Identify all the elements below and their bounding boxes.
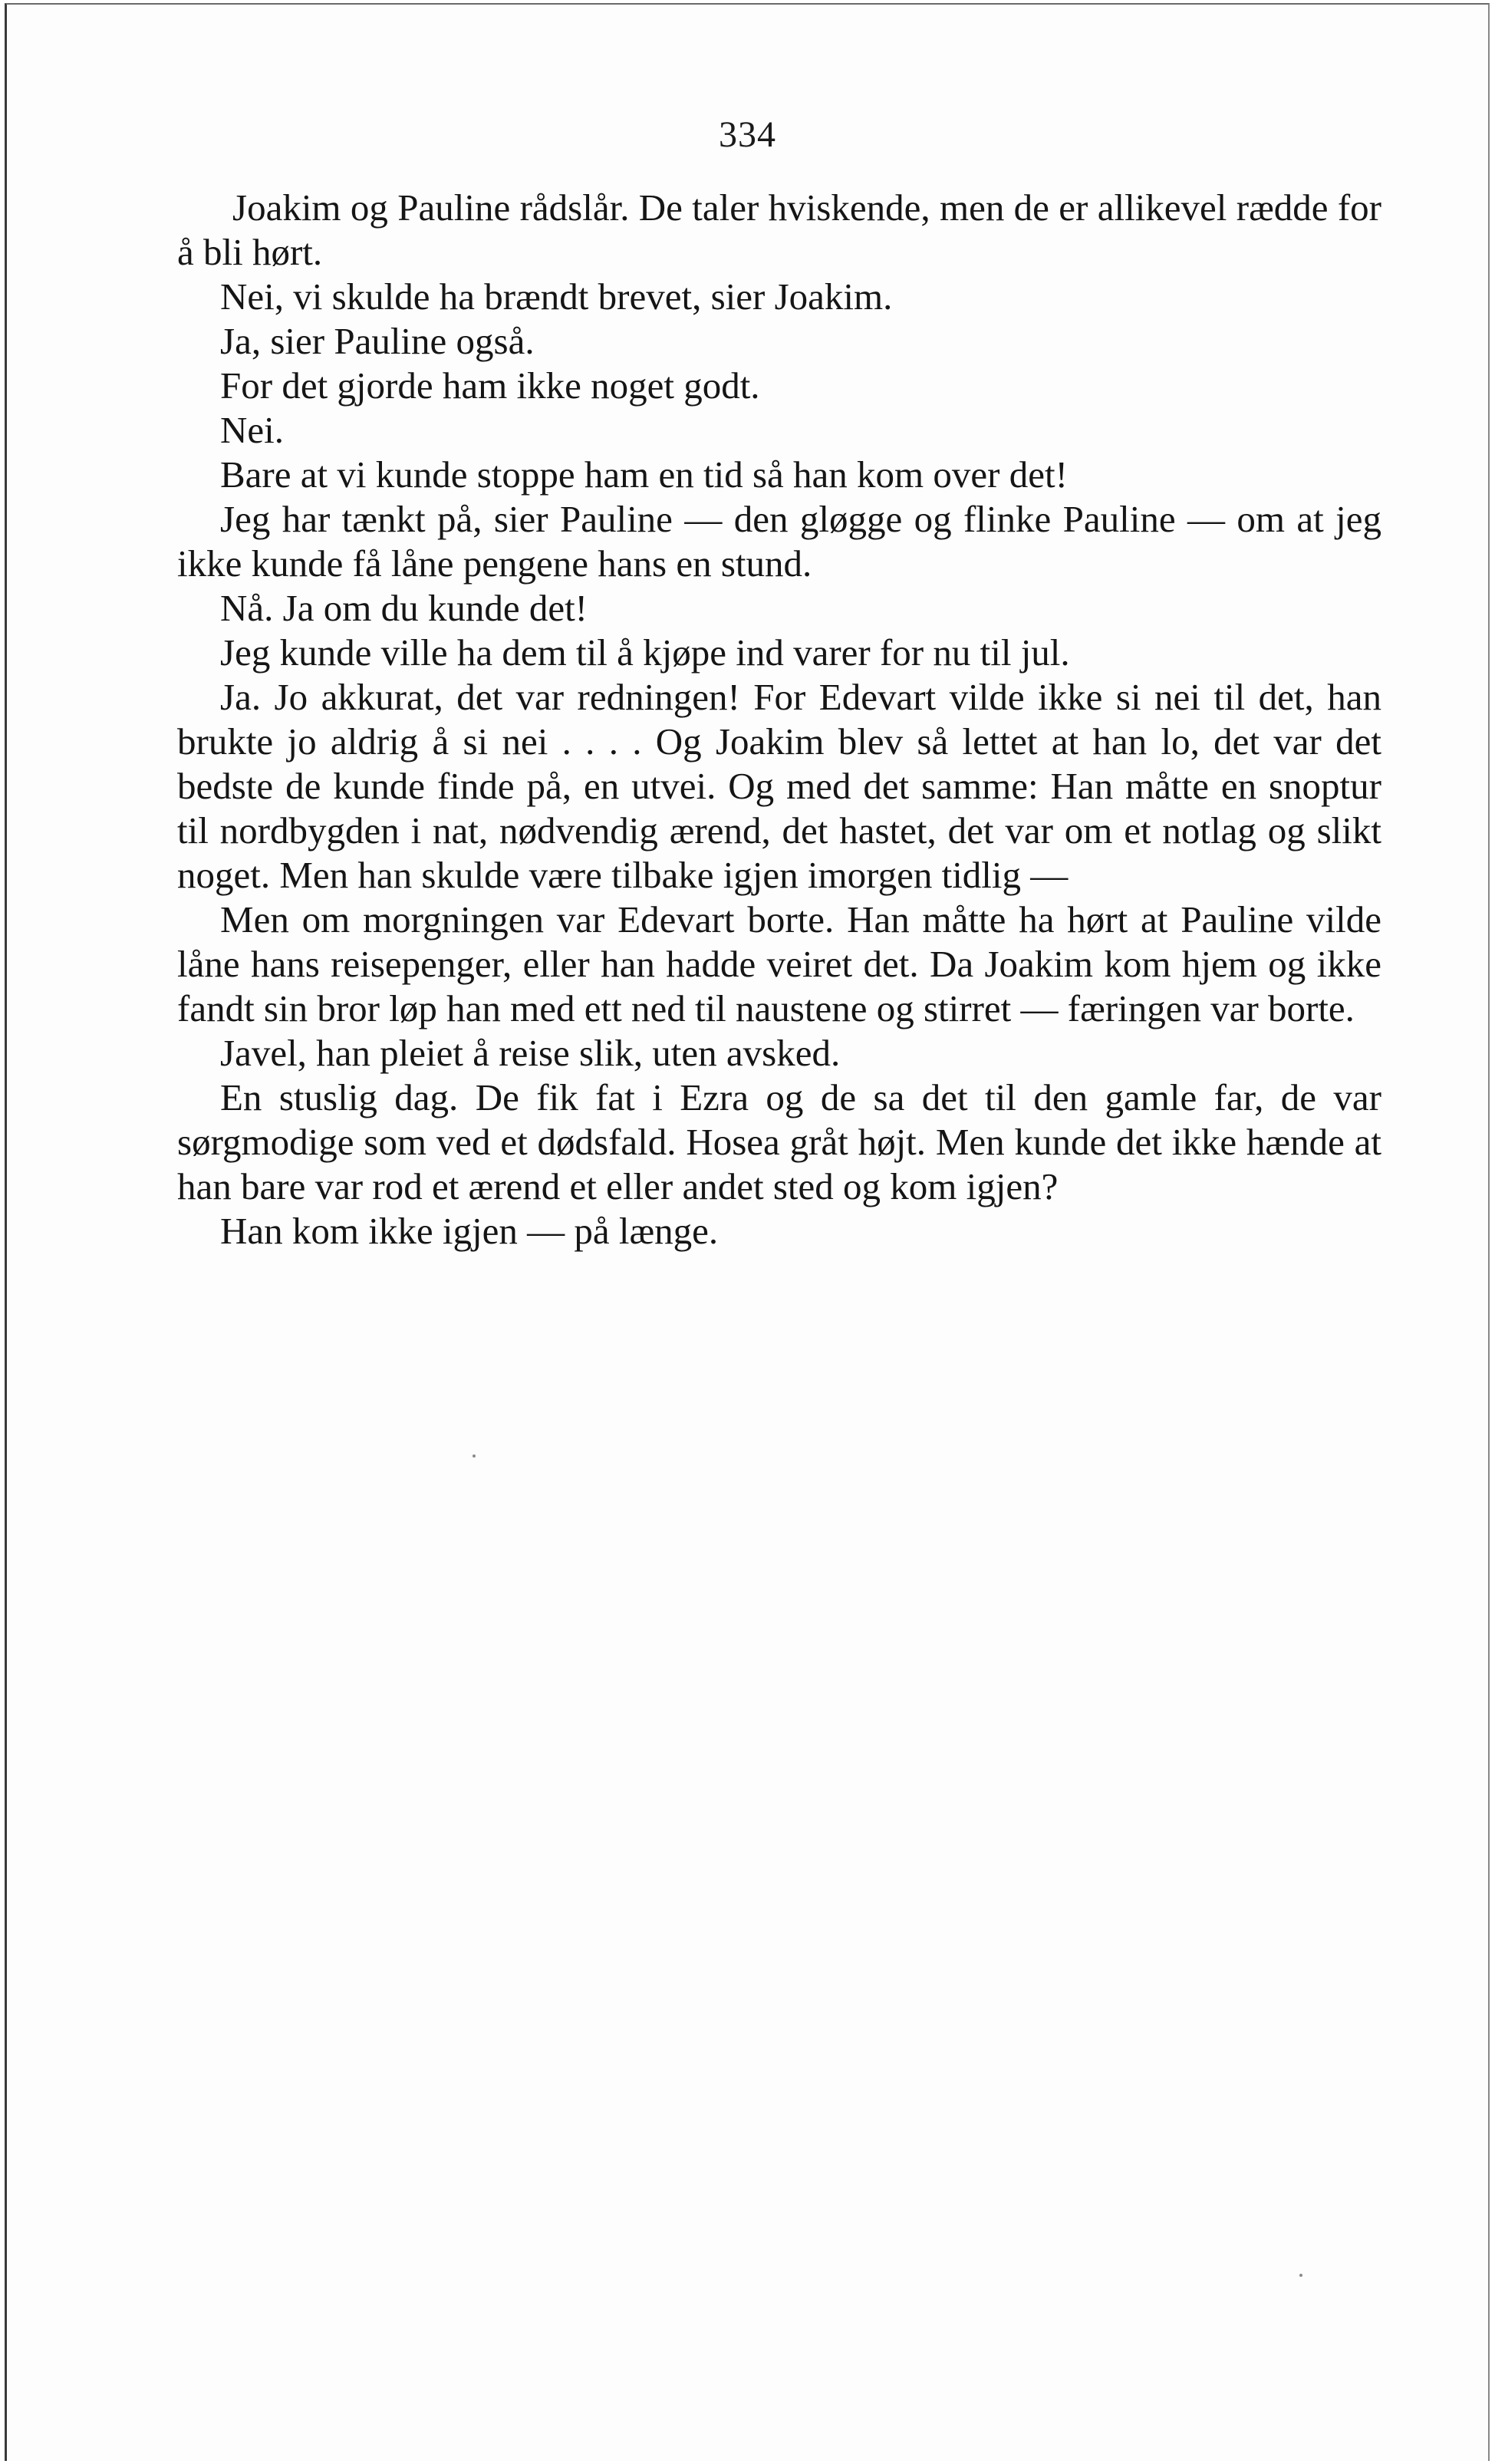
paper-speck: [1299, 2274, 1302, 2277]
paragraph: Han kom ikke igjen — på længe.: [220, 1210, 719, 1252]
paragraph: Joakim og Pauline rådslår. De taler hviskende, men de er allikevel rædde for å bli hørt.: [177, 186, 1381, 273]
paper-speck: [473, 1454, 476, 1458]
paragraph: Nå. Ja om du kunde det!: [220, 587, 588, 629]
page-number: 334: [719, 114, 776, 155]
paragraph: Men om morgningen var Edevart borte. Han måtte ha hørt at Pauline vilde låne hans reisepenger, eller han hadde veiret det. Da Joakim kom hjem og ikke fandt sin bror løp han med ett ned til naustene og stirret — færingen var borte.: [177, 898, 1381, 1029]
body-text: [177, 186, 1381, 1253]
paragraph: Ja, sier Pauline også.: [220, 320, 535, 362]
paragraph: Jeg har tænkt på, sier Pauline — den gløgge og flinke Pauline — om at jeg ikke kunde få låne pengene hans en stund.: [177, 498, 1381, 585]
paragraph: Nei.: [220, 409, 284, 451]
paragraph: Nei, vi skulde ha brændt brevet, sier Joakim.: [220, 275, 893, 318]
book-page: [5, 3, 1490, 2461]
paragraph: Jeg kunde ville ha dem til å kjøpe ind varer for nu til jul.: [220, 631, 1070, 674]
paragraph: En stuslig dag. De fik fat i Ezra og de sa det til den gamle far, de var sørgmodige som ved et dødsfald. Hosea gråt højt. Men kunde det ikke hænde at han bare var rod et ærend et eller andet sted og kom igjen?: [177, 1076, 1381, 1207]
paragraph: For det gjorde ham ikke noget godt.: [220, 364, 760, 407]
paragraph: Bare at vi kunde stoppe ham en tid så han kom over det!: [220, 453, 1068, 496]
paragraph: Javel, han pleiet å reise slik, uten avsked.: [220, 1032, 841, 1074]
paragraph: Ja. Jo akkurat, det var redningen! For Edevart vilde ikke si nei til det, han brukte jo aldrig å si nei . . . . Og Joakim blev så lettet at han lo, det var det bedste de kunde finde på, en utvei. Og med det samme: Han måtte en snoptur til nordbygden i nat, nødvendig ærend, det hastet, det var om et notlag og slikt noget. Men han skulde være tilbake igjen imorgen tidlig —: [177, 676, 1381, 896]
